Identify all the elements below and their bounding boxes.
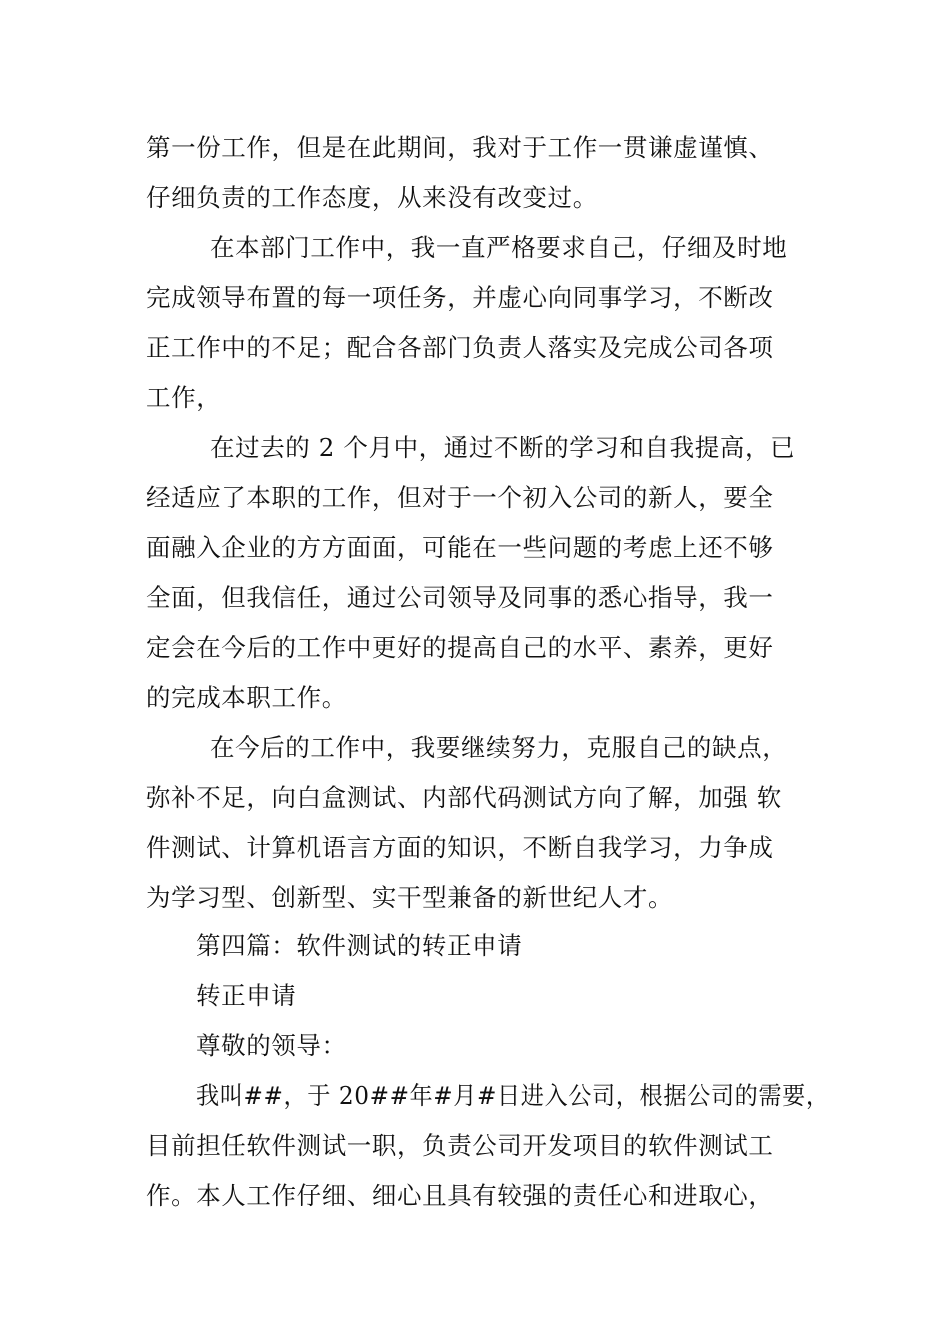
text-line: 完成领导布置的每一项任务，并虚心向同事学习，不断改: [146, 283, 774, 312]
text-line: 弥补不足，向白盒测试、内部代码测试方向了解，加强 软: [146, 783, 782, 812]
text-line: 为学习型、创新型、实干型兼备的新世纪人才。: [146, 883, 674, 912]
section-heading: 第四篇：软件测试的转正申请: [196, 931, 523, 960]
text-line: 定会在今后的工作中更好的提高自己的水平、素养，更好: [146, 633, 774, 662]
text-line: 全面，但我信任，通过公司领导及同事的悉心指导，我一: [146, 583, 774, 612]
paragraph-first-line: 在本部门工作中，我一直严格要求自己，仔细及时地: [210, 233, 788, 262]
paragraph-first-line: 我叫##，于 20##年#月#日进入公司，根据公司的需要，: [196, 1081, 830, 1110]
text-line: 正工作中的不足；配合各部门负责人落实及完成公司各项: [146, 333, 774, 362]
text-line: 作。本人工作仔细、细心且具有较强的责任心和进取心，: [146, 1181, 774, 1210]
text-line: 的完成本职工作。: [146, 683, 347, 712]
salutation: 尊敬的领导：: [196, 1031, 347, 1060]
text-line: 第一份工作，但是在此期间，我对于工作一贯谦虚谨慎、: [146, 133, 774, 162]
paragraph-first-line: 在今后的工作中，我要继续努力，克服自己的缺点，: [210, 733, 788, 762]
text-line: 工作，: [146, 383, 222, 412]
text-line: 面融入企业的方方面面，可能在一些问题的考虑上还不够: [146, 533, 774, 562]
paragraph-first-line: 在过去的 2 个月中，通过不断的学习和自我提高，已: [210, 433, 796, 462]
text-line: 件测试、计算机语言方面的知识，不断自我学习，力争成: [146, 833, 774, 862]
text-line: 目前担任软件测试一职，负责公司开发项目的软件测试工: [146, 1131, 774, 1160]
document-title: 转正申请: [196, 981, 297, 1010]
text-line: 仔细负责的工作态度，从来没有改变过。: [146, 183, 598, 212]
text-line: 经适应了本职的工作，但对于一个初入公司的新人，要全: [146, 483, 774, 512]
